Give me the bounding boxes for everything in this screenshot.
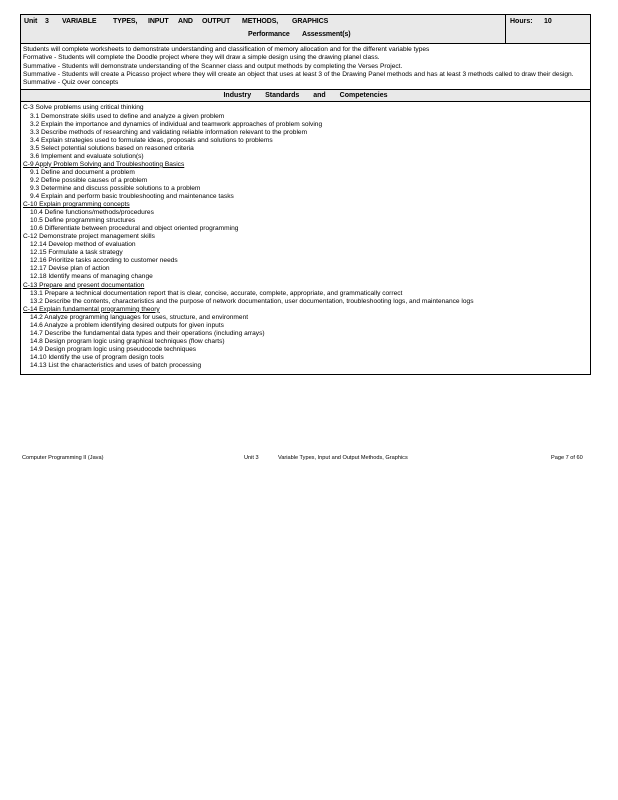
standard-item: 14.7 Describe the fundamental data types and their operations (including arrays) — [30, 329, 265, 337]
title-word: OUTPUT — [202, 18, 231, 25]
footer-unit-title: Variable Types, Input and Output Methods, Graphics — [278, 455, 408, 461]
standard-item: 14.10 Identify the use of program design tools — [30, 353, 164, 361]
assessment-item: Summative - Students will create a Picasso project where they will create an object that uses at least 3 of the Drawing Panel methods and has at least 3 methods called to draw their design. — [23, 70, 574, 78]
unit-table — [20, 14, 591, 375]
title-word: INPUT — [148, 18, 169, 25]
standard-title: C-3 Solve problems using critical thinking — [23, 104, 144, 112]
standards-header — [21, 89, 590, 102]
unit-number: 3 — [45, 18, 49, 25]
standards-header-word: Industry — [223, 92, 252, 100]
assessment-item: Summative - Quiz over concepts — [23, 79, 119, 87]
standard-item: 9.4 Explain and perform basic troubleshooting and maintenance tasks — [30, 193, 234, 200]
standards-header-word: Competencies — [339, 92, 388, 100]
assessment-label: Assessment(s) — [302, 31, 351, 38]
standard-item: 14.2 Analyze programming languages for uses, structure, and environment — [30, 313, 249, 321]
standard-item: 9.1 Define and document a problem — [30, 168, 135, 176]
standard-item: 10.5 Define programming structures — [30, 217, 136, 225]
standard-item: 13.1 Prepare a technical documentation report that is clear, concise, accurate, complete, appropriate, and grammatically correct — [30, 289, 403, 297]
standard-group — [23, 306, 588, 370]
footer-page: Page 7 of 60 — [551, 455, 583, 461]
hours-label: Hours: — [510, 18, 533, 25]
standard-item: 10.4 Define functions/methods/procedures — [30, 209, 154, 217]
standard-item: 14.6 Analyze a problem identifying desired outputs for given inputs — [30, 321, 224, 329]
standard-item: 14.9 Design program logic using pseudocode techniques — [30, 345, 197, 353]
hours-cell — [505, 15, 590, 43]
title-word: AND — [178, 18, 193, 25]
assessment-list — [21, 44, 590, 89]
standards-header-word: Standards — [265, 92, 300, 100]
standard-item: 12.16 Prioritize tasks according to customer needs — [30, 257, 178, 265]
footer-unit: Unit 3 — [244, 455, 259, 461]
standard-item: 12.18 Identify means of managing change — [30, 273, 153, 281]
standard-item: 14.8 Design program logic using graphical techniques (flow charts) — [30, 337, 225, 345]
standard-item: 3.2 Explain the importance and dynamics of individual and teamwork approaches of problem solving — [30, 120, 323, 128]
standard-title: C-13 Prepare and present documentation — [23, 281, 145, 289]
title-word: TYPES, — [113, 18, 138, 25]
standards-header-word: and — [313, 92, 326, 100]
standard-title: C-9 Apply Problem Solving and Troubleshooting Basics — [23, 160, 185, 168]
standard-title: C-10 Explain programming concepts — [23, 201, 130, 209]
assessment-item: Formative - Students will complete the Doodle project where they will draw a simple design using the drawing planel class. — [23, 54, 380, 62]
unit-header — [21, 15, 590, 44]
document-page — [20, 14, 591, 375]
title-word: GRAPHICS — [292, 18, 329, 25]
standard-item: 10.6 Differentiate between procedural and object oriented programming — [30, 225, 239, 233]
standard-group — [23, 161, 588, 201]
performance-label: Performance — [248, 31, 290, 38]
standard-item: 12.15 Formulate a task strategy — [30, 249, 123, 257]
standard-item: 13.2 Describe the contents, characteristics and the purpose of network documentation, user documentation, troubleshooting logs, and maintenance logs — [30, 297, 474, 305]
standards-list — [21, 102, 590, 374]
standard-group — [23, 104, 588, 160]
standard-group — [23, 282, 588, 306]
standard-item: 9.2 Define possible causes of a problem — [30, 176, 148, 184]
standard-item: 3.5 Select potential solutions based on reasoned criteria — [30, 144, 194, 152]
assessment-item: Summative - Students will demonstrate understanding of the Scanner class and output methods by completing the Verses Project. — [23, 62, 403, 70]
footer-course: Computer Programming II (Java) — [22, 455, 104, 461]
unit-title-cell — [21, 15, 505, 43]
unit-label: Unit — [24, 18, 38, 25]
standard-title: C-14 Explain fundamental programming theory — [23, 305, 160, 313]
standard-item: 3.1 Demonstrate skills used to define and analyze a given problem — [30, 112, 225, 120]
standard-item: 3.4 Explain strategies used to formulate ideas, proposals and solutions to problems — [30, 136, 273, 144]
standard-item: 3.3 Describe methods of researching and validating reliable information relevant to the problem — [30, 128, 308, 136]
standard-group — [23, 201, 588, 233]
standard-item: 14.13 List the characteristics and uses of batch processing — [30, 361, 202, 369]
assessment-item: Students will complete worksheets to demonstrate understanding and classification of memory allocation and for the different variable types — [23, 46, 430, 53]
standard-item: 9.3 Determine and discuss possible solutions to a problem — [30, 184, 201, 192]
standard-group — [23, 233, 588, 281]
standard-item: 12.17 Devise plan of action — [30, 265, 110, 273]
title-word: METHODS, — [242, 18, 279, 25]
title-word: VARIABLE — [62, 18, 97, 25]
standard-item: 3.6 Implement and evaluate solution(s) — [30, 152, 144, 160]
standard-title: C-12 Demonstrate project management skills — [23, 233, 155, 241]
standard-item: 12.14 Develop method of evaluation — [30, 241, 136, 249]
hours-value: 10 — [544, 18, 552, 25]
